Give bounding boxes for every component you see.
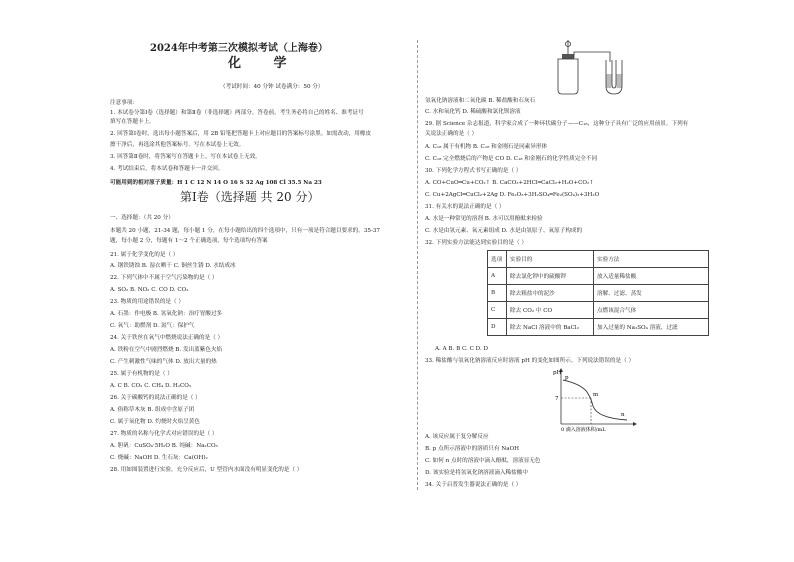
table-row [488, 319, 709, 336]
table-cell: 点燃该混合气体 [594, 302, 709, 319]
exam-title: 2024年中考第三次模拟考试（上海卷） [150, 43, 328, 54]
part1-heading: 第Ⅰ卷（选择题 共 20 分） [180, 190, 320, 204]
table-row [488, 285, 709, 302]
question-line: A. C B. CO₂ C. CH₄ D. H₂CO₃ [110, 383, 192, 389]
notes-line: 2. 回答第Ⅰ卷时，选出每小题答案后，用 2B 铅笔把答题卡上对应题目的答案标号涂黑。如需改动，用橡皮 [110, 131, 372, 137]
table-cell: A [488, 268, 507, 285]
table-cell: 溶解、过滤、蒸发 [594, 285, 709, 302]
question-line: 33. 稀盐酸与氢氧化钠溶液反应时溶液 pH 的变化如图所示。下列说法错误的是（ ） [425, 358, 635, 364]
question-line: 32. 下列实验方法能达到实验目的是（ ） [425, 240, 527, 246]
question-line: 关说法正确的是（ ） [425, 131, 478, 137]
question-line: A. C₁₈ 属于有机物 B. C₁₈ 和金刚石是同素异形体 [425, 144, 548, 150]
question-line: A. 水是一种常见的溶剂 B. 水可以用酚酞来检验 [425, 216, 543, 222]
notes-line: 注意事项： [110, 100, 138, 106]
point-m-label: m [593, 392, 599, 398]
question-line: C. 烧碱：NaOH D. 生石灰：Ca(OH)₂ [110, 455, 208, 461]
question-line: C. 产生刺激性气味的气体 D. 放出大量的热 [110, 359, 217, 365]
column-divider [417, 40, 418, 490]
question-line: 26. 关于碳酸钙的说法正确的是（ ） [110, 395, 201, 401]
table-cell: D [488, 319, 507, 336]
notes-line: 填写在答题卡上。 [110, 119, 155, 125]
table-row [488, 302, 709, 319]
question-line: A. 该反应属于复分解反应 [425, 434, 489, 440]
table-row [488, 268, 709, 285]
table-header: 实验目的 [507, 251, 594, 268]
table-cell: 除去 CO₂ 中 CO [507, 302, 594, 319]
question-line: 23. 物质的用途错误的是（ ） [110, 299, 184, 305]
table-cell: B [488, 285, 507, 302]
question-line: 21. 属于化学变化的是（ ） [110, 252, 179, 258]
table-cell: 放入适量稀盐酸 [594, 268, 709, 285]
question-line: A. 胆矾：CuSO₄·5H₂O B. 纯碱：Na₂CO₃ [110, 443, 218, 449]
question-line: B. p 点所示溶液中的溶质只有 NaOH [425, 446, 520, 452]
notes-line: 擦干净后，再选涂其他答案标号。写在本试卷上无效。 [110, 142, 245, 148]
part1-intro: 题，每小题 2 分，每题有 1～2 个正确选项，每个选项均有答案 [110, 238, 268, 244]
notes-line: 1. 本试卷分第Ⅰ卷（选择题）和第Ⅱ卷（非选择题）两部分。答卷前，考生务必将自己的姓名、准考证号 [110, 110, 364, 116]
table-header: 选项 [488, 251, 507, 268]
question-line: 31. 有关水的说法正确的是（ ） [425, 204, 505, 210]
question-line: C. 氧气：助燃剂 D. 氮气：保护气 [110, 323, 195, 329]
part1-intro: 本题共 20 小题，21-34 题，每小题 1 分，在每小题给出的四个选项中，只有一项是符合题目要求的。35-37 [110, 228, 380, 234]
question-line: C. 属于氧化物 D. 灼烧时火焰呈黄色 [110, 419, 200, 425]
question-line: A. CO+CuO═Cu+CO₂↑ B. CaCO₃+2HCl═CaCl₂+H₂O+CO₂↑ [425, 180, 594, 186]
notes-line: 4. 考试结束后，将本试卷和答题卡一并交回。 [110, 166, 224, 172]
x-axis-label: 0 滴入溶液体积/mL [561, 427, 606, 432]
subject-title: 化 学 [228, 56, 301, 71]
table-cell: 除去 NaCl 溶液中的 BaCl₂ [507, 319, 594, 336]
table-header: 实验方法 [594, 251, 709, 268]
notes-line: 3. 回答第Ⅱ卷时，将答案写在答题卡上。写在本试卷上无效。 [110, 154, 261, 160]
question-line: 34. 关于启普发生器说法正确的是（ ） [425, 482, 522, 488]
question-line: 25. 属于有机物的是（ ） [110, 371, 173, 377]
question-line: 22. 下列气体中不属于空气污染物的是（ ） [110, 275, 218, 281]
question-line: A. SO₂ B. NO₂ C. CO D. CO₂ [110, 287, 189, 293]
table-cell: 除去氯化钾中的硫酸钾 [507, 268, 594, 285]
question-line: C. C₁₈ 完全燃烧后的产物是 CO D. C₁₈ 和金刚石的化学性质完全不同 [425, 156, 598, 162]
question-line: C. 水是由氢元素、氧元素组成 D. 水是由氢原子、氧原子构成的 [425, 228, 583, 234]
question-line: 28. 用如图装置进行实验，充分反应后，U 型管内水面没有明显变化的是（ ） [110, 467, 303, 473]
question-line: 29. 据 Science 杂志报道，科学家合成了一种环状碳分子——C₁₈，这种分子具有广泛的应用前景。下列有 [425, 121, 689, 127]
question-line: C. Cu+2AgCl═CuCl₂+2Ag D. Fe₂O₃+3H₂SO₄═Fe₂(SO₄)₃+3H₂O [425, 192, 600, 198]
ph-curve-figure [547, 366, 639, 432]
ph-7-label: 7 [555, 396, 559, 402]
experiment-table [487, 250, 709, 336]
question-line: A. 石墨：作电极 B. 氢氧化钠：治疗胃酸过多 [110, 311, 223, 317]
point-n-label: n [621, 412, 625, 418]
question-line: 30. 下列化学方程式书写正确的是（ ） [425, 168, 522, 174]
question-line: 氢氧化钠溶液和二氧化碳 B. 稀盐酸和石灰石 [425, 98, 536, 104]
table-cell: 加入过量的 Na₂SO₄ 溶液，过滤 [594, 319, 709, 336]
question-line: C. 水和氧化钙 D. 稀硫酸和氯化钡溶液 [425, 109, 521, 115]
u-tube-apparatus-figure [550, 40, 640, 98]
point-p-label: p [565, 375, 569, 381]
question-line: C. 如何 n 点时的溶液中滴入酚酞，溶液显无色 [425, 458, 541, 464]
question-line: A. A B. B C. C D. D [435, 346, 488, 352]
question-line: 24. 关于铁丝在氧气中燃烧说法正确的是（ ） [110, 335, 224, 341]
question-line: A. 俗称草木灰 B. 组成中含原子团 [110, 407, 195, 413]
question-line: D. 该实验是将氢氧化钠溶液滴入稀盐酸中 [425, 470, 528, 476]
y-axis-label: pH [553, 370, 562, 376]
table-header-row [488, 251, 709, 268]
question-line: A. 钢铁锈蚀 B. 湿衣晒干 C. 铜丝生锈 D. 水结成冰 [110, 263, 236, 269]
table-cell: C [488, 302, 507, 319]
question-line: 27. 物质的名称与化学式对应错误的是（ ） [110, 431, 218, 437]
atomic-masses: 可能用到的相对原子质量：H 1 C 12 N 14 O 16 S 32 Ag 108 Cl 35.5 Na 23 [110, 180, 322, 186]
question-line: A. 铁粉在空气中剧烈燃烧 B. 发出蓝紫色火焰 [110, 347, 223, 353]
exam-info: （考试时间：40 分钟 试卷满分：50 分） [220, 84, 324, 90]
table-cell: 除去粗盐中的泥沙 [507, 285, 594, 302]
section-title: 一、选择题：（共 20 分） [110, 215, 174, 221]
